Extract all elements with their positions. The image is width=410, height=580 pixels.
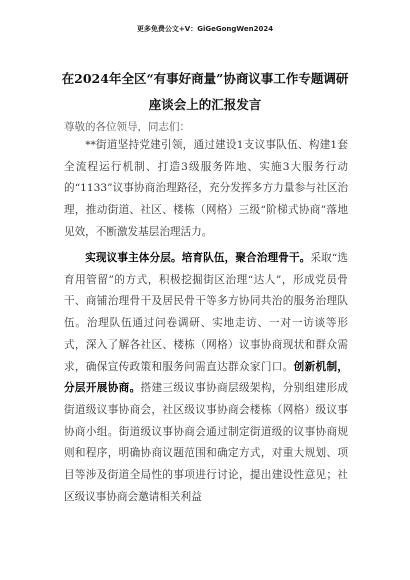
paragraph-2-text-2: 搭建三级议事协商层级架构，分别组建形成街道级议事协商会，社区级议事协商会楼栋（网格）级议事协商小组。街道级议事协商会通过制定街道级的议事协商规则和程序，明确协商议题范围和确定方式，对重大规划、项目等涉及街道全局性的事项进行讨论，提出建设性意见；社区级议事协商会邀请相关利益 (64, 382, 349, 503)
paragraph-2 (64, 248, 348, 508)
salutation: 尊敬的各位领导，同志们： (64, 121, 190, 133)
section-heading-2: 创新机制，分层开展协商。 (64, 360, 349, 395)
document-title: 在2024年全区“有事好商量”协商议事工作专题调研座谈会上的汇报发言 (61, 71, 349, 112)
paragraph-1: **街道坚持党建引领，通过建设1支议事队伍、构建1套全流程运行机制、打造3级服务阵地、实施3大服务行动的“1133”议事协商治理路径，充分发挥多方力量参与社区治理，推动街道、社区、楼栋（网格）三级“阶梯式协商”落地见效，不断激发基层治理活力。 (64, 139, 348, 238)
page-header: 更多免费公文+V：GiGeGongWen2024 (136, 25, 274, 33)
section-heading-1: 实现议事主体分层。培育队伍，聚合治理骨干。 (85, 252, 311, 264)
paragraph-2-text-1: 采取“选育用管留”的方式，积极挖掘街区治理“达人”，形成党员骨干、商铺治理骨干及居民骨干等多方协同共治的服务治理队伍。治理队伍通过问卷调研、实地走访、一对一访谈等形式，深入了解各社区、楼栋（网格）议事协商现状和群众需求，确保宣传政策和服务问需直达群众家门口。 (64, 252, 348, 373)
